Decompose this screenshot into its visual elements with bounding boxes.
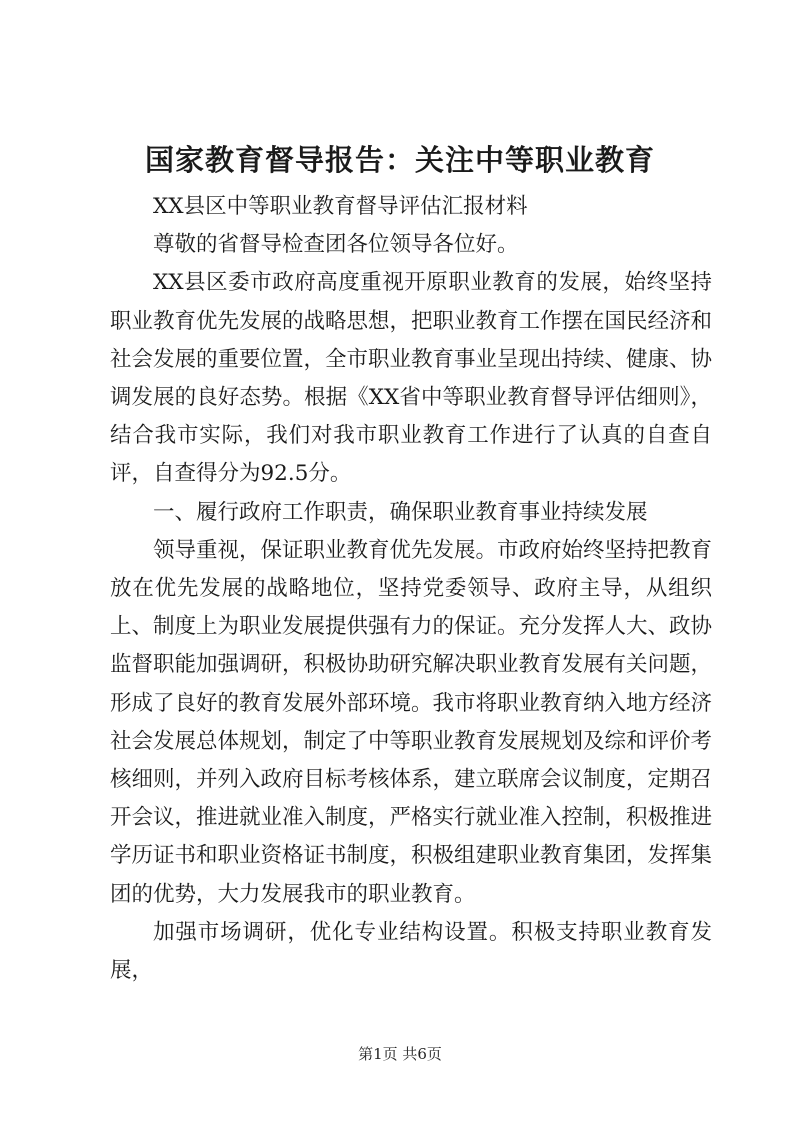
document-body <box>110 188 712 990</box>
paragraph-leadership: 领导重视，保证职业教育优先发展。市政府始终坚持把教育放在优先发展的战略地位，坚持党委领导、政府主导，从组织上、制度上为职业发展提供强有力的保证。充分发挥人大、政协监督职能加强调研，积极协助研究解决职业教育发展有关问题，形成了良好的教育发展外部环境。我市将职业教育纳入地方经济社会发展总体规划，制定了中等职业教育发展规划及综和评价考核细则，并列入政府目标考核体系，建立联席会议制度，定期召开会议，推进就业准入制度，严格实行就业准入控制，积极推进学历证书和职业资格证书制度，积极组建职业教育集团，发挥集团的优势，大力发展我市的职业教育。 <box>110 537 713 907</box>
paragraph-market-research: 加强市场调研，优化专业结构设置。积极支持职业教育发展， <box>110 919 712 984</box>
paragraph-greeting: 尊敬的省督导检查团各位领导各位好。 <box>153 232 519 258</box>
section-heading: 一、履行政府工作职责，确保职业教育事业持续发展 <box>153 499 648 525</box>
document-title: 国家教育督导报告：关注中等职业教育 <box>144 143 655 177</box>
paragraph-subtitle: XX县区中等职业教育督导评估汇报材料 <box>153 194 528 219</box>
paragraph-intro: XX县区委市政府高度重视开原职业教育的发展，始终坚持职业教育优先发展的战略思想，把职业教育工作摆在国民经济和社会发展的重要位置，全市职业教育事业呈现出持续、健康、协调发展的良好态势。根据《XX省中等职业教育督导评估细则》，结合我市实际，我们对我市职业教育工作进行了认真的自查自评，自查得分为92.5分。 <box>110 270 713 487</box>
page-footer: 第1页 共6页 <box>358 1045 442 1063</box>
